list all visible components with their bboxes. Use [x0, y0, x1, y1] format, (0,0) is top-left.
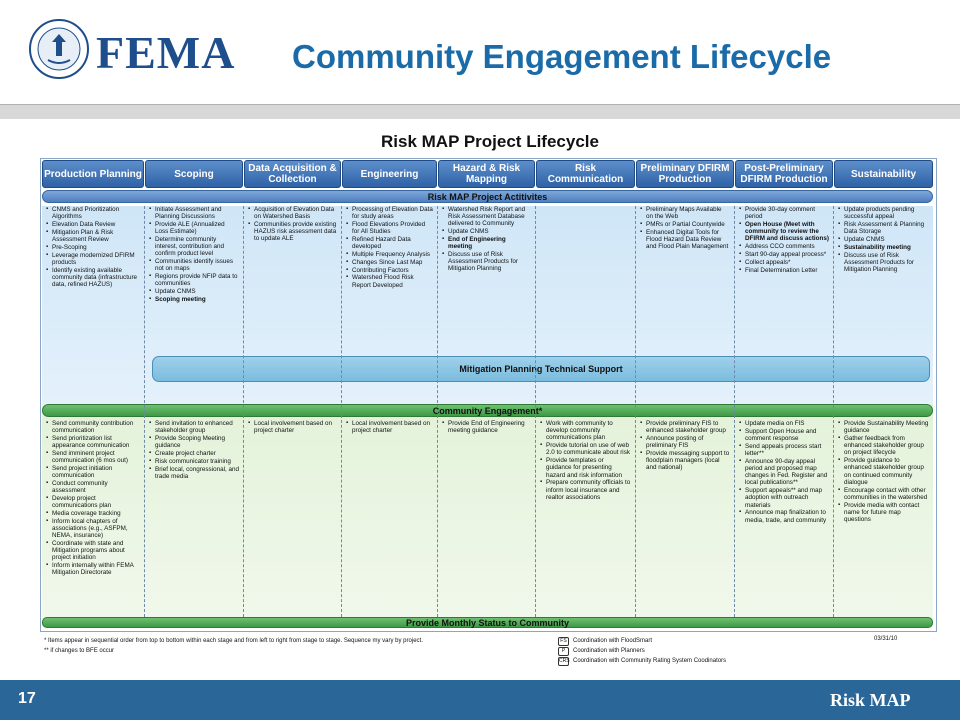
engagement-item: ▪ Send community contribution communication — [52, 420, 140, 434]
stage-header-preliminary-dfirm-production: Preliminary DFIRM Production — [636, 160, 734, 188]
legend-label: Coordination with FloodSmart — [573, 638, 653, 644]
activity-item: ▪ Sustainability meeting — [844, 244, 929, 251]
activity-item: ▪ Risk Assessment & Planning Data Storage — [844, 221, 929, 235]
engagement-item: ▪ Risk communicator training — [155, 458, 239, 465]
activity-item: ▪ Open House (Meet with community to review the DFIRM and discuss actions) — [745, 221, 829, 243]
activity-item: ▪ Processing of Elevation Data for study areas — [352, 206, 433, 220]
engagement-item: ▪ Encourage contact with other communities in the watershed — [844, 487, 929, 501]
engagement-item: ▪ Prepare community officials to inform local insurance and realtor associations — [546, 479, 631, 501]
activity-item: ▪ Provide ALE (Annualized Loss Estimate) — [155, 221, 239, 235]
engagement-column-sustainability — [838, 420, 929, 524]
engagement-item: ▪ Announce map finalization to media, trade, and community — [745, 509, 829, 523]
footer-brand: Risk MAP — [830, 690, 911, 710]
legend-item — [558, 636, 726, 646]
activity-item: ▪ Leverage modernized DFIRM products — [52, 252, 140, 266]
engagement-item: ▪ Local involvement based on project charter — [254, 420, 337, 434]
dhs-seal-icon — [28, 18, 90, 80]
activity-item: ▪ Preliminary Maps Available on the Web — [646, 206, 730, 220]
activity-item: ▪ Elevation Data Review — [52, 221, 140, 228]
activity-item: ▪ CNMS and Prioritization Algorithms — [52, 206, 140, 220]
activities-column-hazard-risk-mapping — [442, 206, 531, 273]
legend — [558, 636, 726, 666]
engagement-item: ▪ Brief local, congressional, and trade media — [155, 466, 239, 480]
engagement-item: ▪ Inform local chapters of associations (e.g., ASFPM, NEMA, insurance) — [52, 518, 140, 540]
activities-column-engineering — [346, 206, 433, 289]
engagement-item: ▪ Provide Sustainability Meeting guidance — [844, 420, 929, 434]
activity-item: ▪ Communities identify issues not on maps — [155, 258, 239, 272]
engagement-item: ▪ Provide preliminary FIS to enhanced stakeholder group — [646, 420, 730, 434]
activity-item: ▪ Flood Elevations Provided for All Studies — [352, 221, 433, 235]
stage-divider — [734, 206, 735, 617]
activity-item: ▪ Enhanced Digital Tools for Flood Hazard Data Review and Flood Plain Management — [646, 229, 730, 251]
activities-bar: Risk MAP Project Actitivites — [42, 190, 933, 203]
stage-header-engineering: Engineering — [342, 160, 437, 188]
stage-divider — [437, 206, 438, 617]
diagram-title: Risk MAP Project Lifecycle — [381, 132, 599, 151]
engagement-item: ▪ Provide media with contact name for future map questions — [844, 502, 929, 524]
engagement-item: ▪ Send project initiation communication — [52, 465, 140, 479]
activity-item: ▪ Start 90-day appeal process* — [745, 251, 829, 258]
legend-label: Coordination with Planners — [573, 648, 645, 654]
engagement-column-production-planning — [46, 420, 140, 577]
mitigation-planning-bar: Mitigation Planning Technical Support — [152, 356, 930, 382]
activity-item: ▪ Scoping meeting — [155, 296, 239, 303]
activities-column-preliminary-dfirm-production — [640, 206, 730, 251]
legend-item — [558, 646, 726, 656]
stage-divider — [635, 206, 636, 617]
stage-header-hazard-risk-mapping: Hazard & Risk Mapping — [438, 160, 535, 188]
stage-header-data-acquisition-collection: Data Acquisition & Collection — [244, 160, 341, 188]
engagement-item: ▪ Create project charter — [155, 450, 239, 457]
page-number: 17 — [18, 690, 36, 707]
activity-item: ▪ Communities provide existing HAZUS risk assessment data to update ALE — [254, 221, 337, 243]
engagement-item: ▪ Announce 90-day appeal period and proposed map changes in Fed. Register and local publications** — [745, 458, 829, 487]
engagement-item: ▪ Support Open House and comment response — [745, 428, 829, 442]
engagement-item: ▪ Local involvement based on project charter — [352, 420, 433, 434]
engagement-item: ▪ Provide templates or guidance for presenting hazard and risk information — [546, 457, 631, 479]
engagement-column-risk-communication — [540, 420, 631, 502]
activity-item: ▪ Final Determination Letter — [745, 267, 829, 274]
legend-item — [558, 656, 726, 666]
activity-item: ▪ Provide 30-day comment period — [745, 206, 829, 220]
engagement-item: ▪ Develop project communications plan — [52, 495, 140, 509]
engagement-item: ▪ Inform internally within FEMA Mitigation Directorate — [52, 562, 140, 576]
engagement-item: ▪ Provide messaging support to floodplain managers (local and national) — [646, 450, 730, 472]
activities-column-data-acquisition-collection — [248, 206, 337, 243]
stage-divider — [535, 206, 536, 617]
engagement-column-engineering — [346, 420, 433, 435]
activity-item: ▪ Address CCO comments — [745, 243, 829, 250]
engagement-item: ▪ Send prioritization list appearance communication — [52, 435, 140, 449]
slide-title: Community Engagement Lifecycle — [292, 38, 832, 75]
slide-header — [0, 0, 960, 104]
activities-column-sustainability — [838, 206, 929, 274]
diagram-date: 03/31/10 — [874, 636, 898, 642]
fema-logo-text: FEMA — [96, 27, 236, 78]
engagement-column-data-acquisition-collection — [248, 420, 337, 435]
activities-column-post-preliminary-dfirm-production — [739, 206, 829, 274]
engagement-column-preliminary-dfirm-production — [640, 420, 730, 472]
engagement-item: ▪ Announce posting of preliminary FIS — [646, 435, 730, 449]
activities-column-production-planning — [46, 206, 140, 289]
engagement-item: ▪ Gather feedback from enhanced stakeholder group on project lifecycle — [844, 435, 929, 457]
activity-item: ▪ Changes Since Last Map — [352, 259, 433, 266]
stage-divider — [833, 206, 834, 617]
engagement-item: ▪ Media coverage tracking — [52, 510, 140, 517]
engagement-column-scoping — [149, 420, 239, 481]
activity-item: ▪ Contributing Factors — [352, 267, 433, 274]
crs-icon: CRS — [559, 657, 570, 664]
footnote-2: ** if changes to BFE occur — [44, 648, 115, 654]
community-engagement-bar: Community Engagement* — [42, 404, 933, 417]
engagement-item: ▪ Send invitation to enhanced stakeholder group — [155, 420, 239, 434]
engagement-item: ▪ Work with community to develop community communications plan — [546, 420, 631, 442]
planners-icon: P — [558, 647, 569, 656]
engagement-item: ▪ Update media on FIS — [745, 420, 829, 427]
monthly-status-bar: Provide Monthly Status to Community — [42, 617, 933, 628]
engagement-column-post-preliminary-dfirm-production — [739, 420, 829, 524]
activity-item: ▪ Collect appeals* — [745, 259, 829, 266]
activity-item: ▪ PMRs or Partial Countywide — [646, 221, 730, 228]
activity-item: ▪ Discuss use of Risk Assessment Products for Mitigation Planning — [448, 251, 531, 273]
slide-footer — [0, 680, 960, 720]
engagement-item: ▪ Provide End of Engineering meeting guidance — [448, 420, 531, 434]
footnotes — [44, 636, 423, 656]
engagement-item: ▪ Conduct community assessment — [52, 480, 140, 494]
activity-item: ▪ Refined Hazard Data developed — [352, 236, 433, 250]
activity-item: ▪ Determine community interest, contribution and confirm product level — [155, 236, 239, 258]
stage-divider — [243, 206, 244, 617]
legend-label: Coordination with Community Rating System Coodinators — [573, 658, 727, 664]
activity-item: ▪ Update CNMS — [155, 288, 239, 295]
stage-header-production-planning: Production Planning — [42, 160, 144, 188]
stage-divider — [144, 206, 145, 617]
stage-header-sustainability: Sustainability — [834, 160, 933, 188]
activity-item: ▪ Update products pending successful appeal — [844, 206, 929, 220]
stage-header-scoping: Scoping — [145, 160, 243, 188]
activity-item: ▪ Regions provide NFIP data to communities — [155, 273, 239, 287]
stage-header-post-preliminary-dfirm-production: Post-Preliminary DFIRM Production — [735, 160, 833, 188]
activity-item: ▪ Pre-Scoping — [52, 244, 140, 251]
activity-item: ▪ Identify existing available community data (infrastructure data, refined HAZUS) — [52, 267, 140, 289]
engagement-item: ▪ Coordinate with state and Mitigation programs about project initiation — [52, 540, 140, 562]
activity-item: ▪ Multiple Frequency Analysis — [352, 251, 433, 258]
engagement-column-hazard-risk-mapping — [442, 420, 531, 435]
engagement-item: ▪ Provide Scoping Meeting guidance — [155, 435, 239, 449]
activity-item: ▪ Update CNMS — [448, 228, 531, 235]
activity-item: ▪ Update CNMS — [844, 236, 929, 243]
engagement-item: ▪ Provide guidance to enhanced stakeholder group on continued community dialogue — [844, 457, 929, 486]
activity-item: ▪ Mitigation Plan & Risk Assessment Review — [52, 229, 140, 243]
footnote-1: * Items appear in sequential order from top to bottom within each stage and from left to right from stage to stage. Sequence my vary by project. — [44, 638, 423, 644]
activity-item: ▪ End of Engineering meeting — [448, 236, 531, 250]
stage-divider — [341, 206, 342, 617]
activity-item: ▪ Acquisition of Elevation Data on Watershed Basis — [254, 206, 337, 220]
header-divider — [0, 104, 960, 119]
stage-header-risk-communication: Risk Communication — [536, 160, 635, 188]
floodsmart-icon: FS — [558, 637, 569, 646]
engagement-item: ▪ Provide tutorial on use of web 2.0 to communicate about risk — [546, 442, 631, 456]
engagement-item: ▪ Send imminent project communication (6 mos out) — [52, 450, 140, 464]
activity-item: ▪ Watershed Risk Report and Risk Assessment Database delivered to Community — [448, 206, 531, 228]
activity-item: ▪ Initiate Assessment and Planning Discussions — [155, 206, 239, 220]
engagement-item: ▪ Send appeals process start letter** — [745, 443, 829, 457]
activity-item: ▪ Watershed Flood Risk Report Developed — [352, 274, 433, 288]
activity-item: ▪ Discuss use of Risk Assessment Products for Mitigation Planning — [844, 252, 929, 274]
engagement-item: ▪ Support appeals** and map adoption with outreach materials — [745, 487, 829, 509]
activities-column-scoping — [149, 206, 239, 304]
